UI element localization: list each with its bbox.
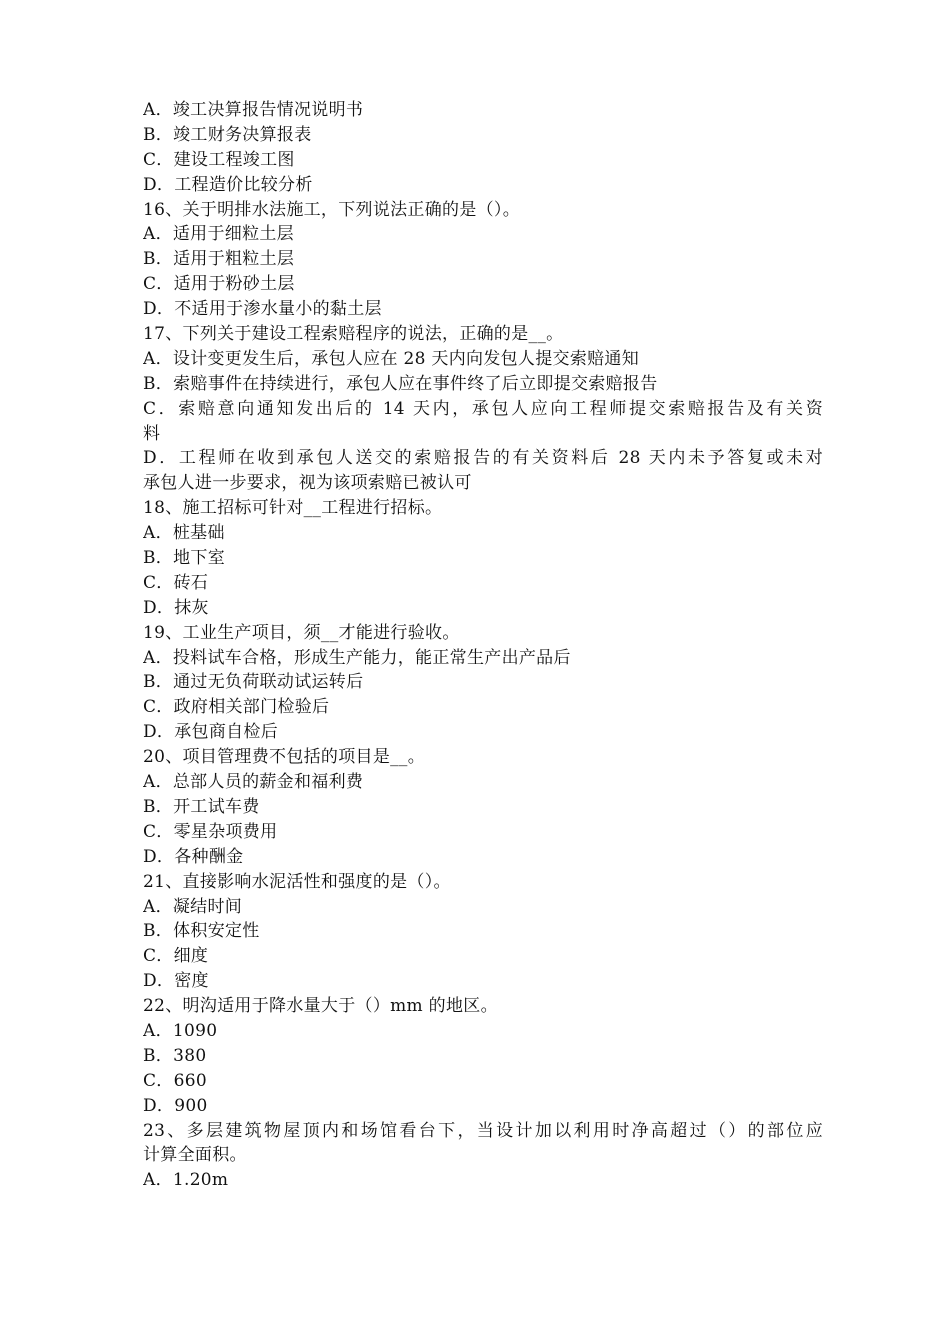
text-line: A．适用于细粒土层 [143,224,294,245]
text-line: B．竣工财务决算报表 [143,124,312,145]
text-line: C．索赔意向通知发出后的 14 天内，承包人应向工程师提交索赔报告及有关资 [143,398,823,419]
text-line: D．抹灰 [143,597,209,618]
text-line: B．380 [143,1045,207,1066]
text-line: A．凝结时间 [143,896,243,917]
text-line: D．工程师在收到承包人送交的索赔报告的有关资料后 28 天内未予答复或未对 [143,448,823,469]
text-line: D．不适用于渗水量小的黏土层 [143,299,382,320]
text-line: 22、明沟适用于降水量大于（）mm 的地区。 [143,996,498,1017]
text-line: A．设计变更发生后，承包人应在 28 天内向发包人提交索赔通知 [143,348,640,369]
text-line: C．零星杂项费用 [143,821,278,842]
text-line: 16、关于明排水法施工，下列说法正确的是（）。 [143,199,521,220]
text-line: A．投料试车合格，形成生产能力，能正常生产出产品后 [143,647,571,668]
text-line: D．900 [143,1095,208,1116]
text-line: A．1.20m [143,1170,229,1191]
text-line: B．开工试车费 [143,796,260,817]
text-line: 21、直接影响水泥活性和强度的是（）。 [143,871,451,892]
text-line: B．体积安定性 [143,921,260,942]
text-line: 17、下列关于建设工程索赔程序的说法，正确的是__。 [143,324,564,345]
text-line: C．适用于粉砂土层 [143,274,295,295]
text-line: B．索赔事件在持续进行，承包人应在事件终了后立即提交索赔报告 [143,373,658,394]
text-line: D．密度 [143,971,209,992]
text-line: B．地下室 [143,548,225,569]
text-line: C．建设工程竣工图 [143,149,295,170]
text-line: D．承包商自检后 [143,722,279,743]
text-line: C．砖石 [143,572,209,593]
text-line: 19、工业生产项目，须__才能进行验收。 [143,622,460,643]
text-line: A．桩基础 [143,523,225,544]
text-line: A．总部人员的薪金和福利费 [143,772,364,793]
text-line: D．工程造价比较分析 [143,174,313,195]
text-line: 20、项目管理费不包括的项目是__。 [143,747,426,768]
text-line: 23、多层建筑物屋顶内和场馆看台下，当设计加以利用时净高超过（）的部位应 [143,1120,823,1141]
text-line: 18、施工招标可针对__工程进行招标。 [143,498,443,519]
text-line: A．竣工决算报告情况说明书 [143,100,364,120]
text-line: C．细度 [143,946,209,967]
text-line: C．政府相关部门检验后 [143,697,330,718]
text-line: A．1090 [143,1020,218,1041]
text-line: B．通过无负荷联动试运转后 [143,672,364,693]
text-line: B．适用于粗粒土层 [143,249,295,270]
text-line: 料 [143,423,161,444]
document-page [143,98,823,1193]
text-line: D．各种酬金 [143,846,244,867]
text-line: C．660 [143,1070,207,1091]
text-line: 计算全面积。 [143,1145,247,1166]
text-line: 承包人进一步要求，视为该项索赔已被认可 [143,473,472,494]
